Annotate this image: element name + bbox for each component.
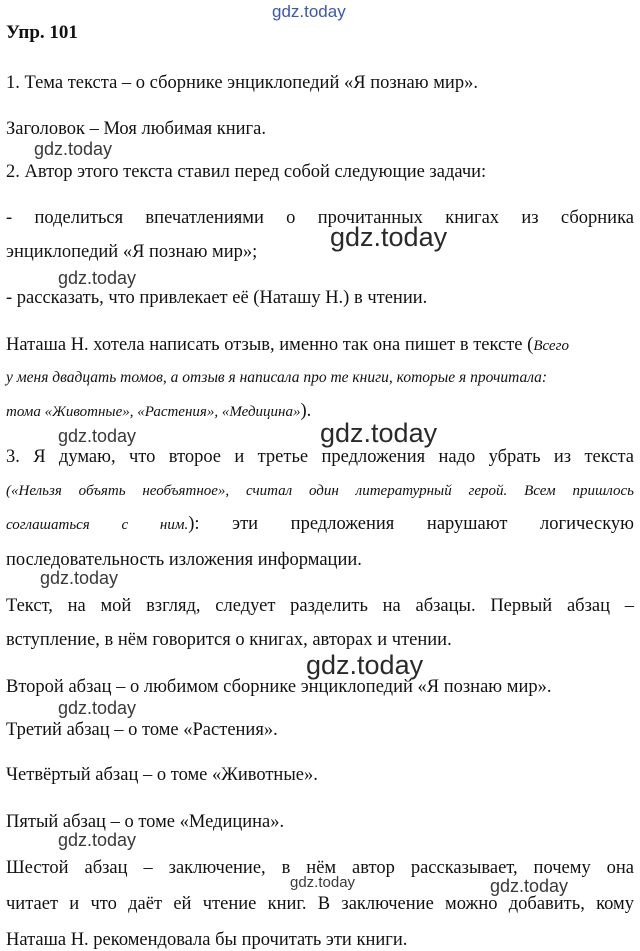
paragraph-line: - поделиться впечатлениями о прочитанных книгах из сборника (6, 208, 634, 228)
paragraph-line: читает и что даёт ей чтение книг. В заключение можно добавить, кому (6, 894, 634, 914)
paragraph: 1. Тема текста – о сборнике энциклопедий «Я познаю мир». (6, 73, 478, 93)
paragraph: - рассказать, что привлекает её (Наташу Н.) в чтении. (6, 288, 428, 308)
paragraph-text: Наташа Н. хотела написать отзыв, именно так она пишет в тексте ( (6, 335, 534, 355)
paragraph: Второй абзац – о любимом сборнике энциклопедий «Я познаю мир». (6, 677, 552, 697)
paragraph-line (6, 334, 569, 357)
paragraph-line: 3. Я думаю, что второе и третье предложения надо убрать из текста (6, 447, 634, 467)
watermark: gdz.today (58, 426, 137, 446)
watermark: gdz.today (330, 222, 448, 252)
watermark: gdz.today (58, 268, 137, 288)
quote-line: у меня двадцать томов, а отзыв я написала про те книги, которые я прочитала: (6, 369, 548, 386)
paragraph: Пятый абзац – о томе «Медицина». (6, 812, 285, 832)
paragraph-line (6, 513, 634, 536)
paragraph-line: Шестой абзац – заключение, в нём автор рассказывает, почему она (6, 858, 634, 878)
quote-line: («Нельзя объять необъятное», считал один литературный герой. Всем пришлось (6, 483, 634, 499)
watermark: gdz.today (272, 2, 346, 21)
paragraph-line: Текст, на мой взгляд, следует разделить на абзацы. Первый абзац – (6, 596, 634, 616)
paragraph: Четвёртый абзац – о томе «Животные». (6, 765, 318, 785)
watermark: gdz.today (320, 418, 438, 448)
watermark: gdz.today (40, 568, 119, 588)
watermark: gdz.today (58, 830, 137, 850)
quote-text: тома «Животные», «Растения», «Медицина» (6, 404, 301, 420)
watermark: gdz.today (306, 650, 424, 680)
paragraph: Третий абзац – о томе «Растения». (6, 720, 278, 740)
paragraph-line (6, 400, 311, 423)
watermark: gdz.today (58, 698, 137, 718)
exercise-title: Упр. 101 (6, 22, 78, 43)
paragraph-line: вступление, в нём говорится о книгах, авторах и чтении. (6, 630, 452, 650)
watermark: gdz.today (34, 139, 113, 159)
watermark: gdz.today (490, 876, 569, 896)
paragraph-line: последовательность изложения информации. (6, 550, 362, 570)
paragraph-line: энциклопедий «Я познаю мир»; (6, 242, 258, 262)
paragraph-text: ): эти предложения нарушают логическую (188, 514, 634, 534)
paragraph: 2. Автор этого текста ставил перед собой следующие задачи: (6, 162, 487, 182)
watermark: gdz.today (290, 874, 356, 891)
paragraph-text: ). (300, 401, 312, 421)
paragraph-line: Наташа Н. рекомендовала бы прочитать эти книги. (6, 930, 408, 950)
quote-text: соглашаться с ним. (6, 517, 189, 533)
quote-text: Всего (533, 338, 569, 354)
paragraph: Заголовок – Моя любимая книга. (6, 119, 266, 139)
